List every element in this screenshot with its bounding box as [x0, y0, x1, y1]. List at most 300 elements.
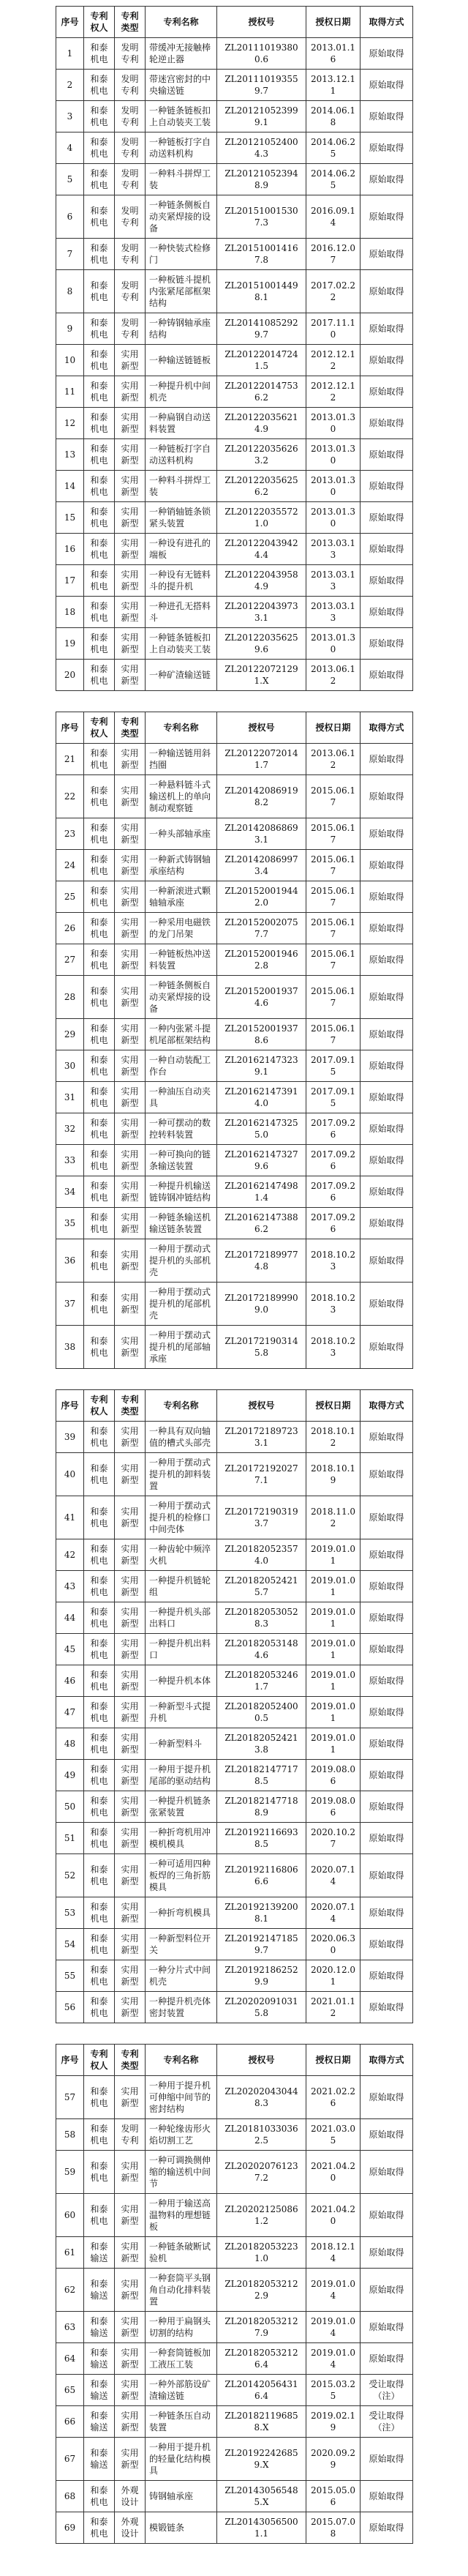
- cell-index: 42: [56, 1539, 84, 1571]
- cell-date: 2020.07.14: [306, 1897, 361, 1929]
- cell-date: 2021.04.20: [306, 2151, 361, 2194]
- cell-type: 实用新型: [115, 1019, 146, 1050]
- column-header-method: 取得方式: [361, 2045, 413, 2076]
- cell-type: 实用新型: [115, 944, 146, 976]
- cell-method: 原始取得: [361, 1113, 413, 1145]
- cell-number: ZL201821477178.5: [217, 1760, 306, 1791]
- column-header-owner: 专利权人: [84, 1390, 115, 1422]
- table-row: [56, 408, 413, 439]
- cell-type: 实用新型: [115, 1082, 146, 1113]
- cell-index: 24: [56, 850, 84, 881]
- cell-name: 一种提升机本体: [146, 1665, 217, 1697]
- cell-number: ZL201520019442.0: [217, 881, 306, 913]
- cell-index: 27: [56, 944, 84, 976]
- cell-type: 实用新型: [115, 1634, 146, 1665]
- cell-name: 一种板链斗提机内张紧尾部框架结构: [146, 270, 217, 313]
- cell-date: 2015.06.17: [306, 775, 361, 818]
- cell-owner: 和泰机电: [84, 1496, 115, 1539]
- table-row: [56, 1571, 413, 1602]
- cell-index: 51: [56, 1823, 84, 1854]
- cell-method: 受让取得（注）: [361, 2375, 413, 2406]
- cell-number: ZL201821196858.X: [217, 2406, 306, 2438]
- cell-owner: 和泰机电: [84, 195, 115, 239]
- cell-owner: 和泰机电: [84, 408, 115, 439]
- table-row: [56, 2076, 413, 2119]
- column-header-type: 专利类型: [115, 2045, 146, 2076]
- cell-number: ZL201921168066.6: [217, 1854, 306, 1897]
- cell-index: 31: [56, 1082, 84, 1113]
- table-row: [56, 1239, 413, 1283]
- cell-name: 一种链条输送机输送链条装置: [146, 1208, 217, 1239]
- cell-owner: 和泰机电: [84, 345, 115, 376]
- column-header-owner: 专利权人: [84, 2045, 115, 2076]
- column-header-number: 授权号: [217, 1390, 306, 1422]
- column-header-index: 序号: [56, 2045, 84, 2076]
- cell-number: ZL201721903145.8: [217, 1326, 306, 1369]
- cell-name: 一种提升机链条张紧装置: [146, 1791, 217, 1823]
- cell-owner: 和泰机电: [84, 628, 115, 660]
- cell-method: 原始取得: [361, 38, 413, 70]
- cell-method: 原始取得: [361, 944, 413, 976]
- cell-name: 一种链板打字自动送料机构: [146, 132, 217, 164]
- cell-date: 2019.01.01: [306, 1697, 361, 1728]
- cell-method: 原始取得: [361, 1665, 413, 1697]
- cell-index: 45: [56, 1634, 84, 1665]
- table-row: [56, 2375, 413, 2406]
- cell-date: 2018.11.02: [306, 1496, 361, 1539]
- table-row: [56, 744, 413, 775]
- cell-name: 一种提升机中间机壳: [146, 376, 217, 408]
- cell-name: 一种可调换侧伸缩的输送机中间节: [146, 2151, 217, 2194]
- table-block: [56, 712, 412, 1369]
- cell-method: 原始取得: [361, 1326, 413, 1369]
- table-row: [56, 471, 413, 502]
- cell-method: 原始取得: [361, 1960, 413, 1992]
- cell-method: 原始取得: [361, 1728, 413, 1760]
- cell-number: ZL201110193559.7: [217, 70, 306, 101]
- cell-date: 2013.12.11: [306, 70, 361, 101]
- cell-name: 一种铸钢轴承座结构: [146, 313, 217, 345]
- cell-date: 2015.06.17: [306, 1019, 361, 1050]
- cell-date: 2015.06.17: [306, 976, 361, 1019]
- cell-method: 原始取得: [361, 2194, 413, 2237]
- cell-type: 发明专利: [115, 132, 146, 164]
- cell-name: 一种用于提升机尾部的驱动结构: [146, 1760, 217, 1791]
- cell-name: 一种新型料位开关: [146, 1929, 217, 1960]
- cell-name: 一种可摆动的数控转料装置: [146, 1113, 217, 1145]
- cell-number: ZL201210523948.9: [217, 164, 306, 195]
- cell-index: 54: [56, 1929, 84, 1960]
- cell-index: 15: [56, 502, 84, 534]
- column-header-date: 授权日期: [306, 1390, 361, 1422]
- cell-owner: 和泰机电: [84, 313, 115, 345]
- cell-number: ZL201220439584.9: [217, 565, 306, 597]
- cell-owner: 和泰机电: [84, 1760, 115, 1791]
- cell-owner: 和泰机电: [84, 944, 115, 976]
- cell-date: 2013.01.30: [306, 439, 361, 471]
- cell-owner: 和泰机电: [84, 1697, 115, 1728]
- cell-date: 2015.06.17: [306, 944, 361, 976]
- cell-index: 35: [56, 1208, 84, 1239]
- cell-date: 2021.02.26: [306, 2076, 361, 2119]
- cell-date: 2021.03.05: [306, 2119, 361, 2151]
- cell-method: 原始取得: [361, 502, 413, 534]
- cell-index: 41: [56, 1496, 84, 1539]
- cell-owner: 和泰机电: [84, 1326, 115, 1369]
- cell-method: 原始取得: [361, 881, 413, 913]
- patent-table: [56, 1389, 413, 2023]
- cell-name: 一种可适用四种板焊的三角折筋模具: [146, 1854, 217, 1897]
- cell-index: 20: [56, 660, 84, 691]
- table-row: [56, 1326, 413, 1369]
- cell-number: ZL201621473279.6: [217, 1145, 306, 1176]
- cell-type: 发明专利: [115, 2119, 146, 2151]
- cell-date: 2014.06.25: [306, 132, 361, 164]
- cell-number: ZL201721899774.8: [217, 1239, 306, 1283]
- cell-type: 实用新型: [115, 1823, 146, 1854]
- cell-type: 实用新型: [115, 1791, 146, 1823]
- table-row: [56, 270, 413, 313]
- table-row: [56, 2237, 413, 2269]
- cell-date: 2013.06.12: [306, 660, 361, 691]
- cell-method: 原始取得: [361, 850, 413, 881]
- cell-method: 原始取得: [361, 471, 413, 502]
- cell-type: 实用新型: [115, 1145, 146, 1176]
- cell-number: ZL201820532127.9: [217, 2312, 306, 2343]
- cell-method: 原始取得: [361, 1634, 413, 1665]
- cell-type: 发明专利: [115, 270, 146, 313]
- table-row: [56, 1145, 413, 1176]
- table-row: [56, 2481, 413, 2512]
- cell-type: 实用新型: [115, 2076, 146, 2119]
- cell-index: 28: [56, 976, 84, 1019]
- cell-method: 原始取得: [361, 1208, 413, 1239]
- cell-name: 一种扁钢自动送料装置: [146, 408, 217, 439]
- cell-method: 原始取得: [361, 1791, 413, 1823]
- cell-method: 原始取得: [361, 744, 413, 775]
- table-row: [56, 1176, 413, 1208]
- cell-type: 实用新型: [115, 597, 146, 628]
- cell-type: 实用新型: [115, 1960, 146, 1992]
- cell-owner: 和泰机电: [84, 1019, 115, 1050]
- column-header-type: 专利类型: [115, 1390, 146, 1422]
- cell-type: 实用新型: [115, 1539, 146, 1571]
- cell-type: 实用新型: [115, 744, 146, 775]
- cell-name: 一种自动装配工作台: [146, 1050, 217, 1082]
- cell-date: 2018.10.23: [306, 1283, 361, 1326]
- table-row: [56, 376, 413, 408]
- cell-owner: 和泰输送: [84, 2312, 115, 2343]
- cell-index: 2: [56, 70, 84, 101]
- cell-date: 2013.03.13: [306, 597, 361, 628]
- table-row: [56, 1665, 413, 1697]
- cell-number: ZL201220439424.4: [217, 534, 306, 565]
- cell-name: 一种套筒链板加工液压工装: [146, 2343, 217, 2375]
- cell-method: 原始取得: [361, 1854, 413, 1897]
- cell-index: 18: [56, 597, 84, 628]
- cell-owner: 和泰机电: [84, 1145, 115, 1176]
- cell-owner: 和泰机电: [84, 1665, 115, 1697]
- cell-method: 原始取得: [361, 164, 413, 195]
- cell-index: 19: [56, 628, 84, 660]
- cell-type: 实用新型: [115, 1239, 146, 1283]
- cell-type: 实用新型: [115, 408, 146, 439]
- cell-name: 一种快装式检修门: [146, 239, 217, 270]
- column-header-name: 专利名称: [146, 1390, 217, 1422]
- cell-index: 4: [56, 132, 84, 164]
- cell-type: 实用新型: [115, 1496, 146, 1539]
- cell-name: 一种料斗拼焊工装: [146, 164, 217, 195]
- cell-date: 2019.01.04: [306, 2343, 361, 2375]
- cell-date: 2013.03.13: [306, 565, 361, 597]
- cell-type: 实用新型: [115, 2194, 146, 2237]
- cell-number: ZL201921392008.1: [217, 1897, 306, 1929]
- cell-date: 2017.02.22: [306, 270, 361, 313]
- cell-owner: 和泰机电: [84, 132, 115, 164]
- table-header-row: [56, 712, 413, 744]
- cell-owner: 和泰机电: [84, 1283, 115, 1326]
- cell-owner: 和泰机电: [84, 1453, 115, 1496]
- cell-owner: 和泰机电: [84, 1113, 115, 1145]
- cell-type: 实用新型: [115, 534, 146, 565]
- cell-type: 实用新型: [115, 1571, 146, 1602]
- cell-index: 32: [56, 1113, 84, 1145]
- cell-index: 7: [56, 239, 84, 270]
- cell-type: 实用新型: [115, 2312, 146, 2343]
- cell-owner: 和泰机电: [84, 1823, 115, 1854]
- column-header-date: 授权日期: [306, 7, 361, 38]
- cell-owner: 和泰机电: [84, 1539, 115, 1571]
- table-row: [56, 1019, 413, 1050]
- cell-name: 一种新型斗式提升机: [146, 1697, 217, 1728]
- cell-date: 2018.10.12: [306, 1422, 361, 1453]
- cell-method: 原始取得: [361, 1422, 413, 1453]
- cell-date: 2019.01.01: [306, 1634, 361, 1665]
- cell-name: 一种新型料斗: [146, 1728, 217, 1760]
- cell-owner: 和泰机电: [84, 1960, 115, 1992]
- cell-name: 一种新滚进式颗轴轴承座: [146, 881, 217, 913]
- table-row: [56, 1453, 413, 1496]
- cell-method: 原始取得: [361, 1496, 413, 1539]
- cell-name: 一种用于扁钢头切割的结构: [146, 2312, 217, 2343]
- cell-owner: 和泰机电: [84, 660, 115, 691]
- table-row: [56, 195, 413, 239]
- table-row: [56, 1897, 413, 1929]
- cell-number: ZL201220147241.5: [217, 345, 306, 376]
- cell-method: 原始取得: [361, 913, 413, 944]
- cell-index: 53: [56, 1897, 84, 1929]
- table-row: [56, 1728, 413, 1760]
- cell-date: 2014.06.25: [306, 164, 361, 195]
- cell-owner: 和泰机电: [84, 164, 115, 195]
- cell-method: 受让取得（注）: [361, 2406, 413, 2438]
- cell-number: ZL202020761237.2: [217, 2151, 306, 2194]
- cell-type: 实用新型: [115, 1728, 146, 1760]
- cell-name: 一种折弯机用冲模机模具: [146, 1823, 217, 1854]
- cell-method: 原始取得: [361, 2269, 413, 2312]
- cell-date: 2015.03.25: [306, 2375, 361, 2406]
- cell-name: 一种链条侧板自动夹紧焊接的设备: [146, 976, 217, 1019]
- cell-number: ZL201210524004.3: [217, 132, 306, 164]
- cell-date: 2013.01.30: [306, 471, 361, 502]
- cell-name: 一种链板热冲送料装置: [146, 944, 217, 976]
- table-row: [56, 38, 413, 70]
- column-header-index: 序号: [56, 7, 84, 38]
- cell-owner: 和泰机电: [84, 101, 115, 132]
- cell-index: 22: [56, 775, 84, 818]
- cell-number: ZL201820524213.8: [217, 1728, 306, 1760]
- table-row: [56, 164, 413, 195]
- cell-owner: 和泰机电: [84, 1791, 115, 1823]
- column-header-number: 授权号: [217, 712, 306, 744]
- cell-date: 2020.06.30: [306, 1929, 361, 1960]
- cell-method: 原始取得: [361, 376, 413, 408]
- cell-method: 原始取得: [361, 2438, 413, 2481]
- cell-date: 2018.10.19: [306, 1453, 361, 1496]
- cell-type: 发明专利: [115, 101, 146, 132]
- cell-method: 原始取得: [361, 239, 413, 270]
- cell-date: 2017.09.26: [306, 1176, 361, 1208]
- table-row: [56, 597, 413, 628]
- cell-number: ZL201810330362.5: [217, 2119, 306, 2151]
- column-header-type: 专利类型: [115, 712, 146, 744]
- cell-type: 实用新型: [115, 1208, 146, 1239]
- column-header-index: 序号: [56, 1390, 84, 1422]
- cell-name: 一种设有无链料斗的提升机: [146, 565, 217, 597]
- cell-type: 实用新型: [115, 1697, 146, 1728]
- cell-number: ZL201621473239.1: [217, 1050, 306, 1082]
- cell-owner: 和泰机电: [84, 534, 115, 565]
- cell-number: ZL201430565485.X: [217, 2481, 306, 2512]
- table-block: [56, 2044, 412, 2544]
- cell-method: 原始取得: [361, 1571, 413, 1602]
- cell-type: 实用新型: [115, 1760, 146, 1791]
- cell-number: ZL201220721291.X: [217, 660, 306, 691]
- table-row: [56, 132, 413, 164]
- cell-number: ZL201220356263.2: [217, 439, 306, 471]
- cell-number: ZL201820524215.7: [217, 1571, 306, 1602]
- cell-type: 实用新型: [115, 2406, 146, 2438]
- cell-name: 一种内张紧斗提机尾部框架结构: [146, 1019, 217, 1050]
- cell-method: 原始取得: [361, 1992, 413, 2023]
- cell-number: ZL201220355721.0: [217, 502, 306, 534]
- cell-name: 一种外部筋设矿渣输送链: [146, 2375, 217, 2406]
- cell-number: ZL201220147536.2: [217, 376, 306, 408]
- cell-date: 2019.02.19: [306, 2406, 361, 2438]
- cell-owner: 和泰机电: [84, 1082, 115, 1113]
- cell-method: 原始取得: [361, 2481, 413, 2512]
- cell-method: 原始取得: [361, 1050, 413, 1082]
- cell-name: 一种套筒平头钢角自动化排料装置: [146, 2269, 217, 2312]
- cell-method: 原始取得: [361, 1929, 413, 1960]
- cell-index: 59: [56, 2151, 84, 2194]
- cell-owner: 和泰机电: [84, 744, 115, 775]
- cell-index: 25: [56, 881, 84, 913]
- cell-type: 实用新型: [115, 1283, 146, 1326]
- cell-number: ZL201721899909.0: [217, 1283, 306, 1326]
- cell-method: 原始取得: [361, 1697, 413, 1728]
- column-header-name: 专利名称: [146, 712, 217, 744]
- cell-owner: 和泰输送: [84, 2237, 115, 2269]
- table-block: [56, 6, 412, 691]
- patent-table: [56, 6, 413, 691]
- cell-method: 原始取得: [361, 1760, 413, 1791]
- cell-date: 2018.10.23: [306, 1239, 361, 1283]
- cell-date: 2019.01.01: [306, 1728, 361, 1760]
- cell-type: 实用新型: [115, 660, 146, 691]
- cell-number: ZL201420868693.1: [217, 818, 306, 850]
- cell-owner: 和泰输送: [84, 2269, 115, 2312]
- table-row: [56, 2343, 413, 2375]
- cell-index: 65: [56, 2375, 84, 2406]
- cell-index: 30: [56, 1050, 84, 1082]
- cell-name: 一种链条链板扣上自动装夹工装: [146, 101, 217, 132]
- cell-method: 原始取得: [361, 2076, 413, 2119]
- cell-name: 一种折弯机模具: [146, 1897, 217, 1929]
- cell-owner: 和泰机电: [84, 2119, 115, 2151]
- cell-name: 一种料斗拼焊工装: [146, 471, 217, 502]
- cell-number: ZL201820523574.0: [217, 1539, 306, 1571]
- cell-date: 2013.01.30: [306, 502, 361, 534]
- cell-name: 一种新式铸钢轴承座结构: [146, 850, 217, 881]
- cell-number: ZL202021250861.2: [217, 2194, 306, 2237]
- cell-name: 一种用于提升机可伸缩中间节的密封结构: [146, 2076, 217, 2119]
- cell-name: 一种进孔无搭料斗: [146, 597, 217, 628]
- table-row: [56, 628, 413, 660]
- cell-owner: 和泰机电: [84, 597, 115, 628]
- cell-index: 46: [56, 1665, 84, 1697]
- table-row: [56, 976, 413, 1019]
- cell-owner: 和泰机电: [84, 2481, 115, 2512]
- cell-owner: 和泰输送: [84, 2343, 115, 2375]
- cell-number: ZL201721920277.1: [217, 1453, 306, 1496]
- cell-number: ZL201921166938.5: [217, 1823, 306, 1854]
- cell-type: 实用新型: [115, 1453, 146, 1496]
- cell-name: 一种链条压自动装置: [146, 2406, 217, 2438]
- cell-owner: 和泰机电: [84, 70, 115, 101]
- cell-type: 实用新型: [115, 881, 146, 913]
- column-header-date: 授权日期: [306, 2045, 361, 2076]
- cell-owner: 和泰机电: [84, 565, 115, 597]
- cell-owner: 和泰机电: [84, 376, 115, 408]
- cell-method: 原始取得: [361, 565, 413, 597]
- table-row: [56, 1992, 413, 2023]
- cell-date: 2013.01.30: [306, 628, 361, 660]
- cell-type: 实用新型: [115, 376, 146, 408]
- cell-date: 2018.10.23: [306, 1326, 361, 1369]
- cell-method: 原始取得: [361, 1082, 413, 1113]
- cell-method: 原始取得: [361, 408, 413, 439]
- cell-method: 原始取得: [361, 534, 413, 565]
- cell-index: 38: [56, 1326, 84, 1369]
- cell-date: 2017.09.26: [306, 1208, 361, 1239]
- cell-date: 2015.06.17: [306, 850, 361, 881]
- cell-owner: 和泰机电: [84, 1571, 115, 1602]
- table-row: [56, 944, 413, 976]
- cell-number: ZL201820524000.5: [217, 1697, 306, 1728]
- patent-table: [56, 2044, 413, 2544]
- table-row: [56, 1697, 413, 1728]
- cell-date: 2015.07.08: [306, 2512, 361, 2544]
- cell-owner: 和泰机电: [84, 1422, 115, 1453]
- table-row: [56, 1634, 413, 1665]
- cell-type: 实用新型: [115, 1992, 146, 2023]
- cell-number: ZL201430565001.1: [217, 2512, 306, 2544]
- cell-number: ZL201621474981.4: [217, 1176, 306, 1208]
- cell-date: 2021.04.20: [306, 2194, 361, 2237]
- cell-number: ZL201921471859.7: [217, 1929, 306, 1960]
- cell-name: 一种油压自动夹具: [146, 1082, 217, 1113]
